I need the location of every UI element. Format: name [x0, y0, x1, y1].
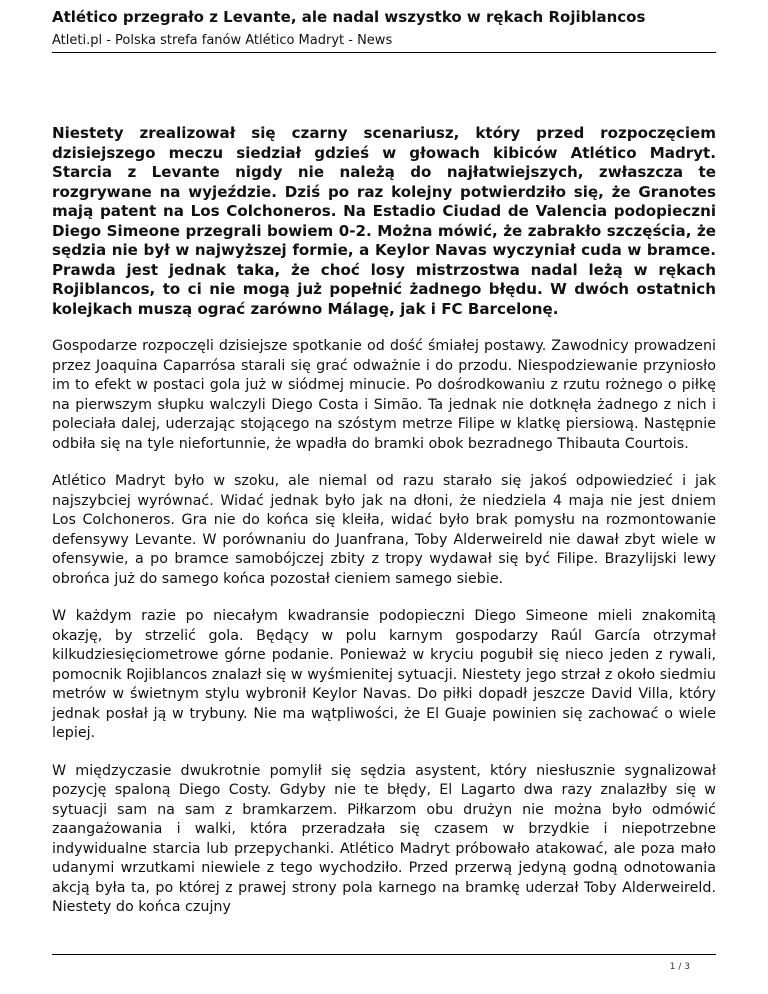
document-title: Atlético przegrało z Levante, ale nadal wszystko w rękach Rojiblancos	[52, 8, 646, 26]
article-body	[52, 124, 716, 918]
article-paragraph: W międzyczasie dwukrotnie pomylił się sędzia asystent, który niesłusznie sygnalizował pozycję spaloną Diego Costy. Gdyby nie te błędy, El Lagarto dwa razy znalazłby się w sytuacji sam na sam z bramkarzem. Piłkarzom obu drużyn nie można było odmówić zaangażowania i walki, która przeradzała się czasem w brzydkie i niepotrzebne indywidualne starcia lub przepychanki. Atlético Madryt próbowało atakować, ale poza mało udanymi wrzutkami niewiele z tego wychodziło. Przed przerwą jedyną godną odnotowania akcją była ta, po której z prawej strony pola karnego na bramkę uderzał Toby Alderweireld. Niestety do końca czujny	[52, 762, 716, 915]
footer-divider	[52, 954, 716, 955]
site-subtitle: Atleti.pl - Polska strefa fanów Atlético Madryt - News	[52, 33, 393, 48]
article-paragraph: W każdym razie po niecałym kwadransie podopieczni Diego Simeone mieli znakomitą okazję, by strzelić gola. Będący w polu karnym gospodarzy Raúl García otrzymał kilkudziesięciometrowe górne podanie. Ponieważ w kryciu pogubił się nieco jeden z rywali, pomocnik Rojiblancos znalazł się w wyśmienitej sytuacji. Niestety jego strzał z około siedmiu metrów w świetnym stylu wybronił Keylor Navas. Do piłki dopadł jeszcze David Villa, który jednak posłał ją w trybuny. Nie ma wątpliwości, że El Guaje powinien się zachować o wiele lepiej.	[52, 608, 716, 741]
article-lead: Niestety zrealizował się czarny scenariusz, który przed rozpoczęciem dzisiejszego meczu siedział gdzieś w głowach kibiców Atlético Madryt. Starcia z Levante nigdy nie należą do najłatwiejszych, zwłaszcza te rozgrywane na wyjeździe. Dziś po raz kolejny potwierdziło się, że Granotes mają patent na Los Colchoneros. Na Estadio Ciudad de Valencia podopieczni Diego Simeone przegrali bowiem 0-2. Można mówić, że zabrakło szczęścia, że sędzia nie był w najwyższej formie, a Keylor Navas wyczyniał cuda w bramce. Prawda jest jednak taka, że choć losy mistrzostwa nadal leżą w rękach Rojiblancos, to ci nie mogą już popełnić żadnego błędu. W dwóch ostatnich kolejkach muszą ograć zarówno Málagę, jak i FC Barcelonę.	[52, 124, 716, 318]
article-paragraph: Gospodarze rozpoczęli dzisiejsze spotkanie od dość śmiałej postawy. Zawodnicy prowadzeni przez Joaquina Caparrósa starali się grać odważnie i do przodu. Niespodziewanie przyniosło im to efekt w postaci gola już w siódmej minucie. Po dośrodkowaniu z rzutu rożnego o piłkę na pierwszym słupku walczyli Diego Costa i Simão. Ta jednak nie dotknęła żadnego z nich i poleciała dalej, uderzając stojącego na szóstym metrze Filipe w klatkę piersiową. Następnie odbiła się na tyle niefortunnie, że wpadła do bramki obok bezradnego Thibauta Courtois.	[52, 338, 716, 452]
header-divider	[52, 52, 716, 53]
article-paragraph: Atlético Madryt było w szoku, ale niemal od razu starało się jakoś odpowiedzieć i jak najszybciej wyrównać. Widać jednak było jak na dłoni, że niedziela 4 maja nie jest dniem Los Colchoneros. Gra nie do końca się kleiła, widać było brak pomysłu na rozmontowanie defensywy Levante. W porównaniu do Juanfrana, Toby Alderweireld nie dawał zbyt wiele w ofensywie, a po bramce samobójczej zbity z tropy wydawał się być Filipe. Brazylijski lewy obrońca już do samego końca pozostał cieniem samego siebie.	[52, 473, 716, 587]
page-number: 1 / 3	[669, 962, 690, 972]
